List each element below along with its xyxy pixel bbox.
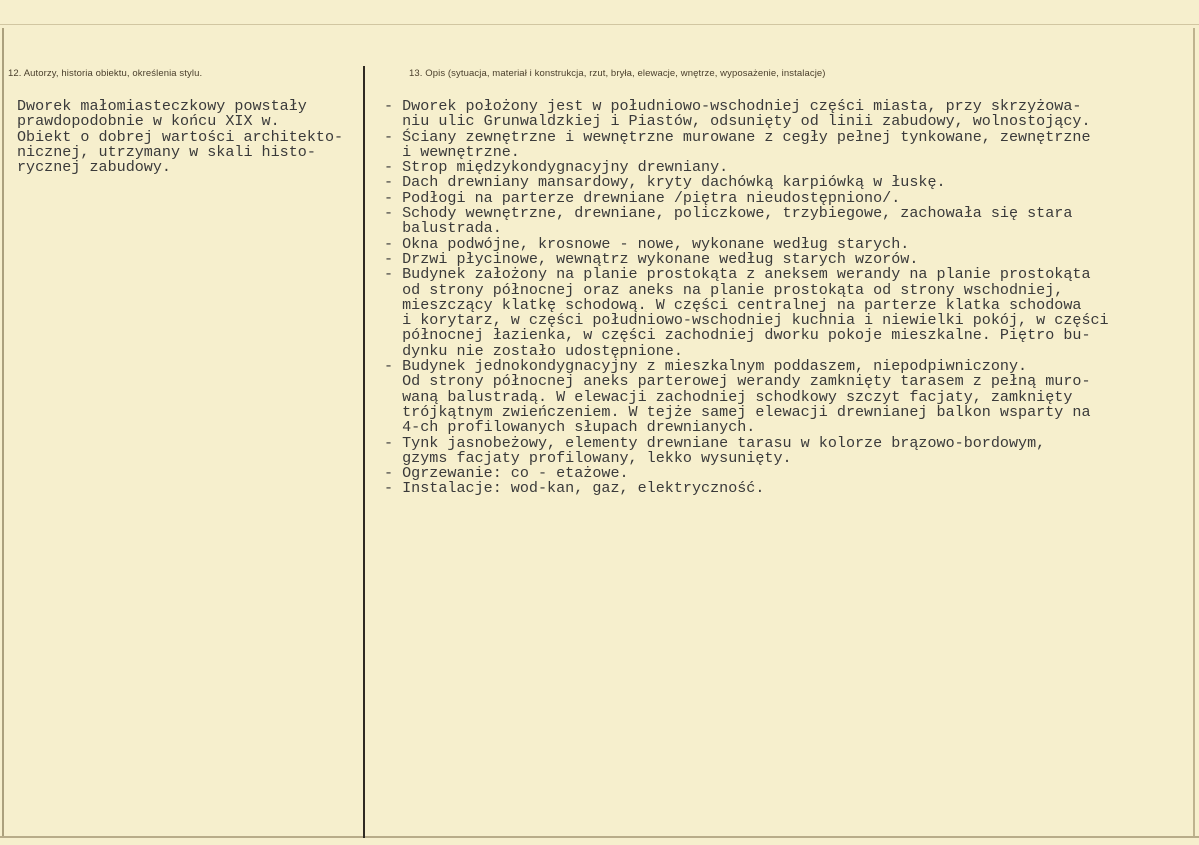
description-text-line: dynku nie zostało udostępnione. <box>384 341 683 360</box>
description-text-line: Od strony północnej aneks parterowej werandy zamknięty tarasem z pełną muro- <box>384 372 1091 391</box>
description-text-line: - Ściany zewnętrzne i wewnętrzne murowane z cegły pełnej tynkowane, zewnętrzne <box>384 127 1091 146</box>
left-border-line <box>2 28 4 836</box>
history-text-line: nicznej, utrzymany w skali histo- <box>17 142 316 161</box>
description-text-line: - Instalacje: wod-kan, gaz, elektryczność. <box>384 479 765 498</box>
description-text-line: - Drzwi płycinowe, wewnątrz wykonane według starych wzorów. <box>384 249 919 268</box>
description-text-line: i korytarz, w części południowo-wschodniej kuchnia i niewielki pokój, w części <box>384 311 1109 330</box>
description-text-line: - Budynek jednokondygnacyjny z mieszkalnym poddaszem, niepodpiwniczony. <box>384 357 1028 376</box>
description-text-line: gzyms facjaty profilowany, lekko wysunięty. <box>384 448 792 467</box>
description-text-line: trójkątnym zwieńczeniem. W tejże samej elewacji drewnianej balkon wsparty na <box>384 402 1091 421</box>
description-text-line: balustrada. <box>384 219 502 238</box>
history-text-line: Obiekt o dobrej wartości architekto- <box>17 127 344 146</box>
description-text-line: - Strop międzykondygnacyjny drewniany. <box>384 158 729 177</box>
description-text-line: - Budynek założony na planie prostokąta z aneksem werandy na planie prostokąta <box>384 265 1091 284</box>
field-12-label: 12. Autorzy, historia obiektu, określenia stylu. <box>8 68 203 79</box>
description-text-line: 4-ch profilowanych słupach drewnianych. <box>384 418 756 437</box>
right-border-line <box>1193 28 1195 836</box>
description-text-line: waną balustradą. W elewacji zachodniej schodkowy szczyt facjaty, zamknięty <box>384 387 1073 406</box>
description-text-line: - Okna podwójne, krosnowe - nowe, wykonane według starych. <box>384 234 910 253</box>
description-text-line: - Ogrzewanie: co - etażowe. <box>384 464 629 483</box>
history-text-block <box>17 99 343 175</box>
history-text-line: prawdopodobnie w końcu XIX w. <box>17 112 280 131</box>
history-text-line: Dworek małomiasteczkowy powstały <box>17 97 307 115</box>
top-edge-line <box>0 24 1199 25</box>
description-text-line: - Schody wewnętrzne, drewniane, policzkowe, trzybiegowe, zachowała się stara <box>384 204 1073 223</box>
description-text-line: od strony północnej oraz aneks na planie prostokąta od strony wschodniej, <box>384 280 1064 299</box>
bottom-border-line <box>0 836 1199 838</box>
description-text-line: mieszczący klatkę schodową. W części centralnej na parterze klatka schodowa <box>384 295 1082 314</box>
description-text-line: i wewnętrzne. <box>384 142 520 161</box>
description-text-block <box>384 99 1109 497</box>
description-text-line: - Dach drewniany mansardowy, kryty dachówką karpiówką w łuskę. <box>384 173 946 192</box>
description-text-line: niu ulic Grunwaldzkiej i Piastów, odsunięty od linii zabudowy, wolnostojący. <box>384 112 1091 131</box>
description-text-line: - Podłogi na parterze drewniane /piętra nieudostępniono/. <box>384 188 901 207</box>
field-13-label: 13. Opis (sytuacja, materiał i konstrukcja, rzut, bryła, elewacje, wnętrze, wyposażenie, instalacje) <box>409 68 826 79</box>
description-text-line: północnej łazienka, w części zachodniej dworku pokoje mieszkalne. Piętro bu- <box>384 326 1091 345</box>
history-text-line: rycznej zabudowy. <box>17 158 171 177</box>
column-divider <box>363 66 365 838</box>
description-text-line: - Tynk jasnobeżowy, elementy drewniane tarasu w kolorze brązowo-bordowym, <box>384 433 1046 452</box>
description-text-line: - Dworek położony jest w południowo-wschodniej części miasta, przy skrzyżowa- <box>384 97 1082 115</box>
